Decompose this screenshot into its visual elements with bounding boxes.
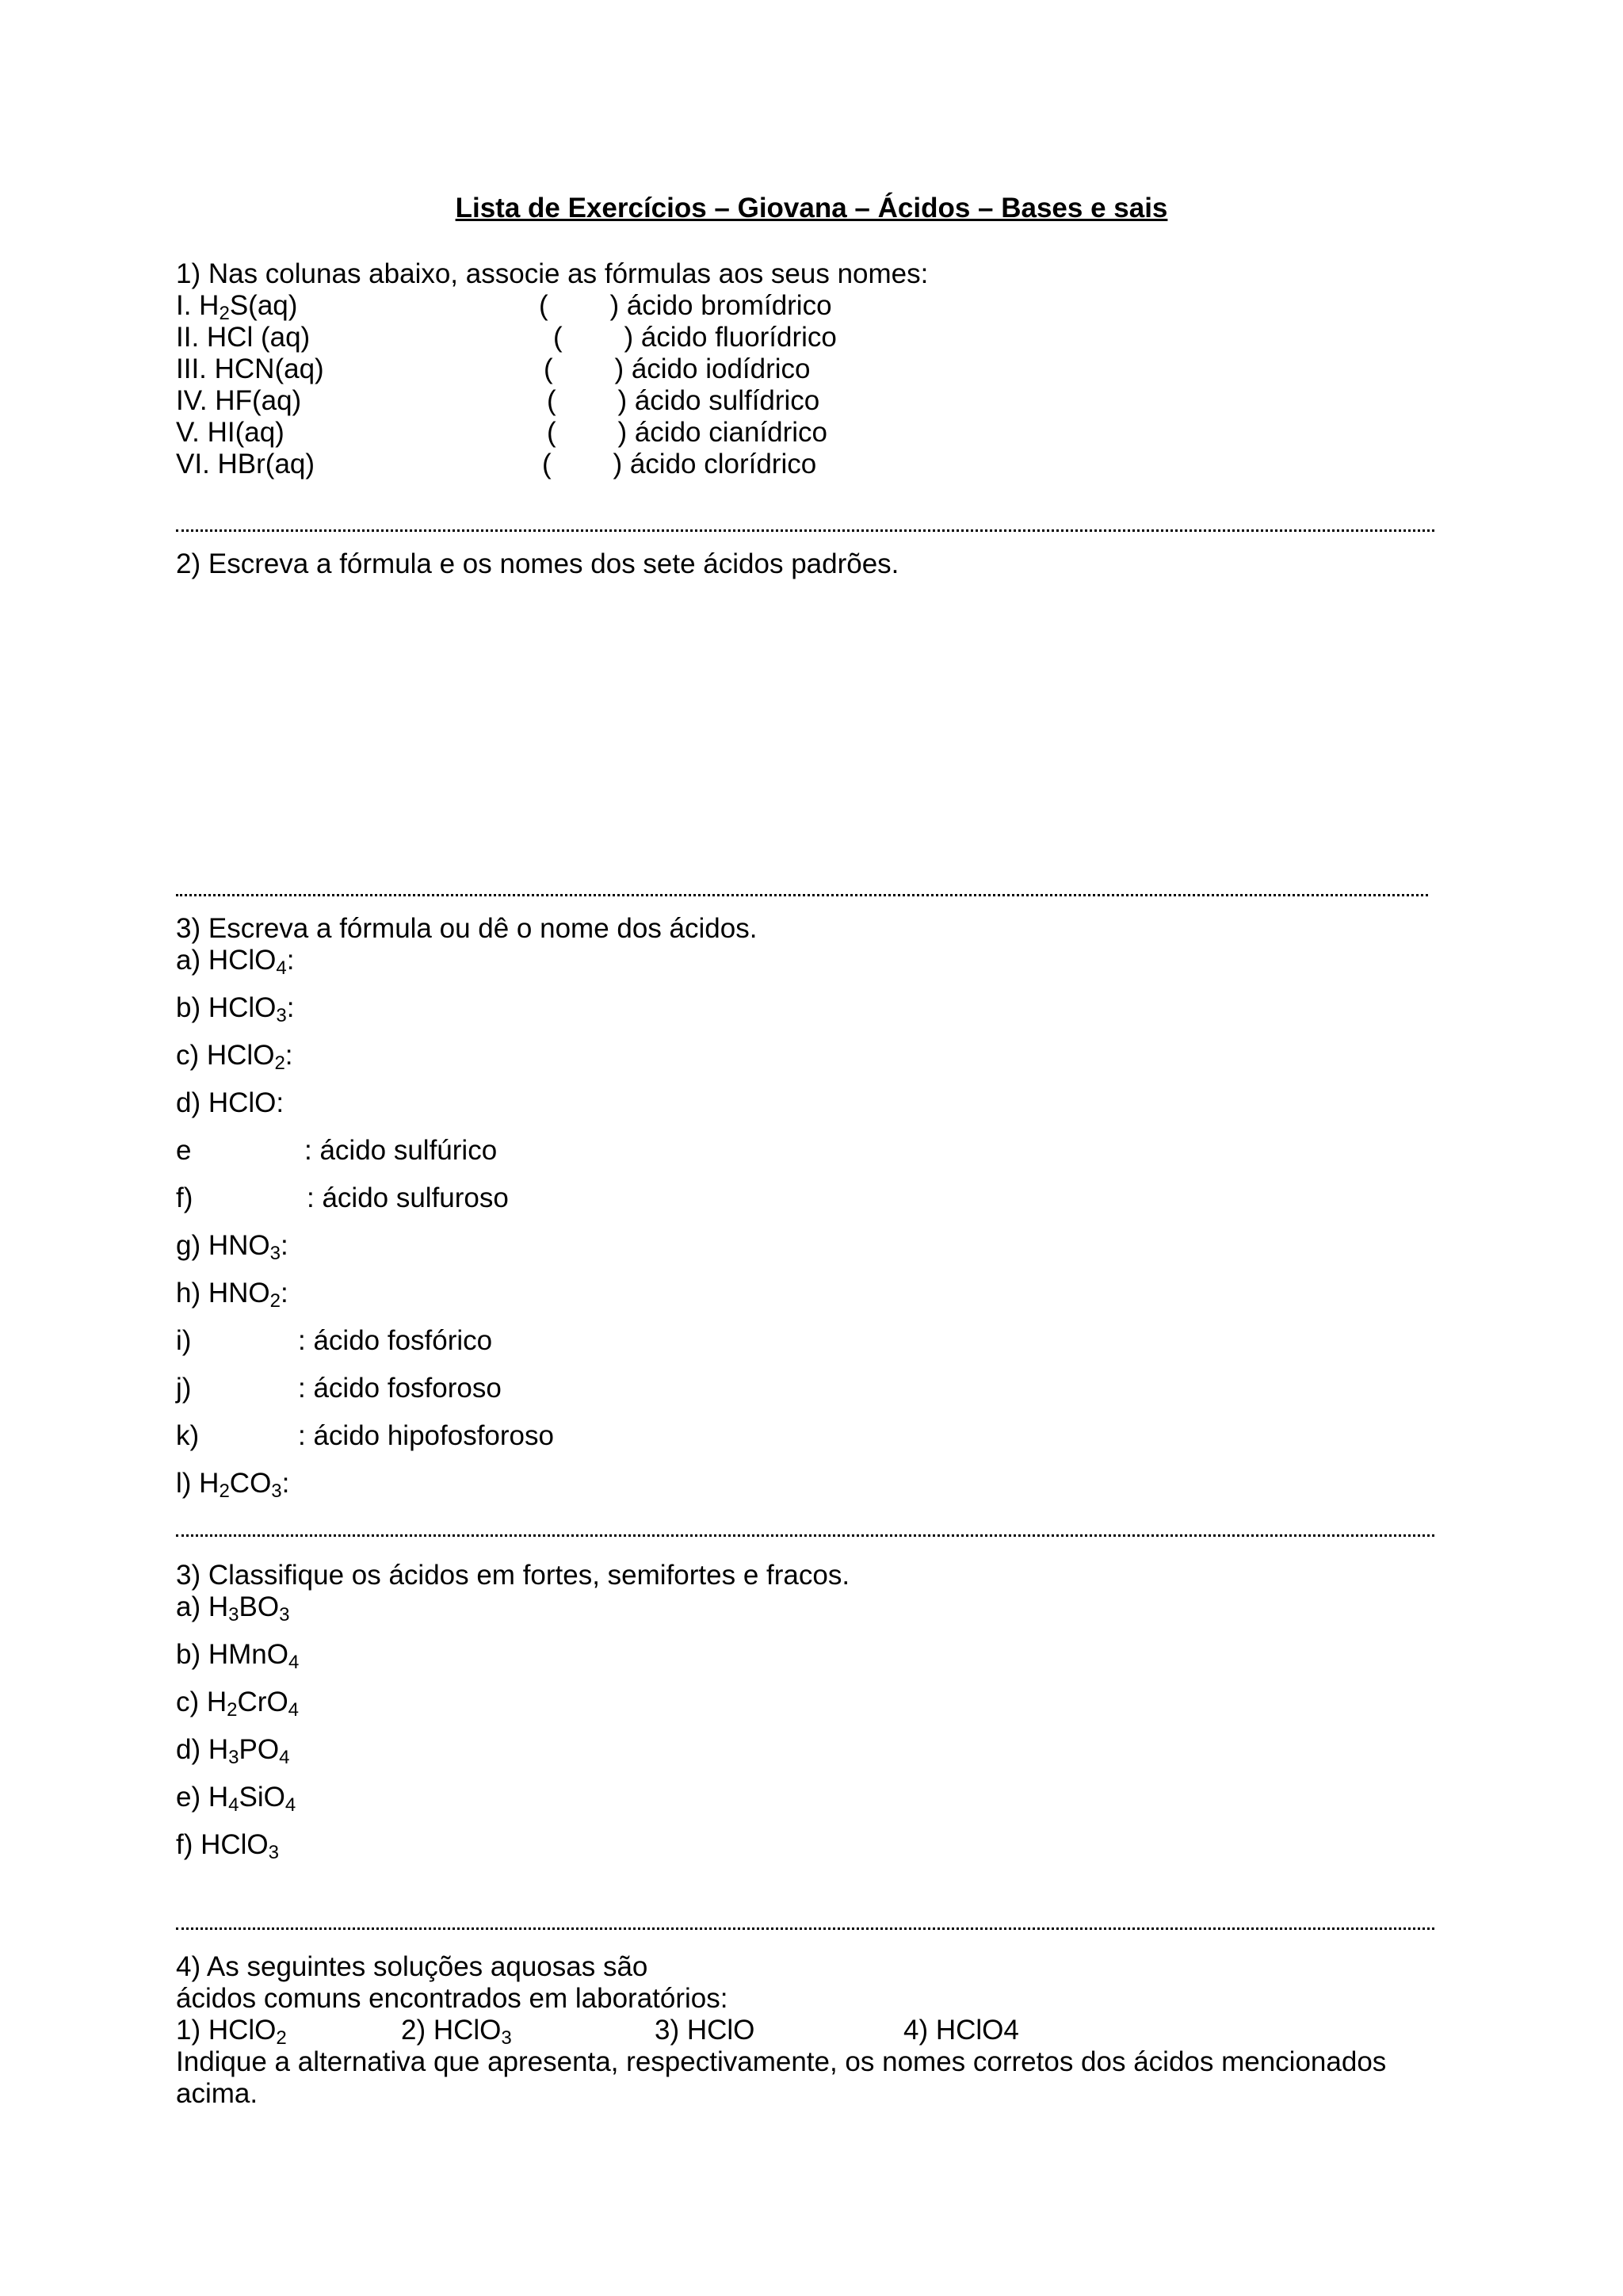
q3b-item-a: a) $H_3BO_3$ xyxy=(176,1591,290,1626)
q1-name-1: ( ) ácido bromídrico xyxy=(539,290,832,321)
q1-formula-3: III. HCN(aq) xyxy=(176,353,324,384)
q3b-item-d: d) $H_3PO_4$ xyxy=(176,1734,290,1768)
q3-item-i-label: i) xyxy=(176,1325,192,1356)
q1-name-4: ( ) ácido sulfídrico xyxy=(547,385,820,416)
q4-line-3: Indique a alternativa que apresenta, respectivamente, os nomes corretos dos ácidos mencionados xyxy=(176,2046,1387,2077)
q3b-prompt: 3) Classifique os ácidos em fortes, semifortes e fracos. xyxy=(176,1560,850,1591)
q1-name-5: ( ) ácido cianídrico xyxy=(547,417,828,448)
q3b-item-c: c) $H_2CrO_4$ xyxy=(176,1687,300,1721)
q1-name-3: ( ) ácido iodídrico xyxy=(544,353,811,384)
q3-item-f-label: f) xyxy=(176,1182,193,1213)
dotted-separator xyxy=(176,529,1434,532)
q4-option-3: 3) HClO xyxy=(655,2015,755,2046)
q3-item-j-name: : ácido fosforoso xyxy=(298,1373,502,1404)
q3b-item-b: b) HMnO$_4$ xyxy=(176,1639,300,1673)
page-title: Lista de Exercícios – Giovana – Ácidos – Bases e sais xyxy=(455,193,1168,223)
q4-line-2: ácidos comuns encontrados em laboratórios: xyxy=(176,1983,728,2014)
q1-formula-6: VI. HBr(aq) xyxy=(176,449,315,479)
q1-formula-2: II. HCl (aq) xyxy=(176,322,311,353)
q1-formula-1: I. $H_2S(aq)$ xyxy=(176,290,298,324)
q4-line-1: 4) As seguintes soluções aquosas são xyxy=(176,1951,648,1982)
q4-line-4: acima. xyxy=(176,2078,258,2109)
q4-option-2: 2) HClO$_3$ xyxy=(401,2015,512,2049)
q1-formula-5: V. HI(aq) xyxy=(176,417,285,448)
q3-item-k-label: k) xyxy=(176,1420,200,1451)
q3-item-j-label: j) xyxy=(176,1373,192,1404)
dotted-separator xyxy=(176,1534,1434,1537)
q3-item-a: a) HClO$_4$: xyxy=(176,945,295,979)
q3-item-k-name: : ácido hipofosforoso xyxy=(298,1420,554,1451)
q3b-item-f: f) HClO$_3$ xyxy=(176,1829,280,1863)
q1-name-2: ( ) ácido fluorídrico xyxy=(553,322,837,353)
q3b-item-e: e) $H_4SiO_4$ xyxy=(176,1782,296,1816)
q3-item-l: l) $H_2CO_3$: xyxy=(176,1468,290,1502)
q1-name-6: ( ) ácido clorídrico xyxy=(542,449,817,479)
q3-item-c: c) HClO$_2$: xyxy=(176,1040,293,1074)
q3-item-b: b) HClO$_3$: xyxy=(176,992,295,1026)
q3-item-e-name: : ácido sulfúrico xyxy=(304,1135,498,1166)
q3-item-d: d) HClO: xyxy=(176,1087,285,1118)
q3-item-h: h) $HNO_2$: xyxy=(176,1278,288,1312)
q1-formula-4: IV. HF(aq) xyxy=(176,385,302,416)
q3-item-e-label: e xyxy=(176,1135,192,1166)
q4-option-1: 1) HClO$_2$ xyxy=(176,2015,287,2049)
q3-item-f-name: : ácido sulfuroso xyxy=(307,1182,509,1213)
q1-prompt: 1) Nas colunas abaixo, associe as fórmulas aos seus nomes: xyxy=(176,258,929,289)
q3-item-i-name: : ácido fosfórico xyxy=(298,1325,493,1356)
dotted-separator xyxy=(176,1927,1434,1930)
q4-option-4: 4) HClO4 xyxy=(903,2015,1019,2046)
q3-prompt: 3) Escreva a fórmula ou dê o nome dos ácidos. xyxy=(176,913,758,944)
dotted-separator xyxy=(176,894,1428,896)
q2-prompt: 2) Escreva a fórmula e os nomes dos sete ácidos padrões. xyxy=(176,548,899,579)
q3-item-g: g) $HNO_3$: xyxy=(176,1230,288,1264)
